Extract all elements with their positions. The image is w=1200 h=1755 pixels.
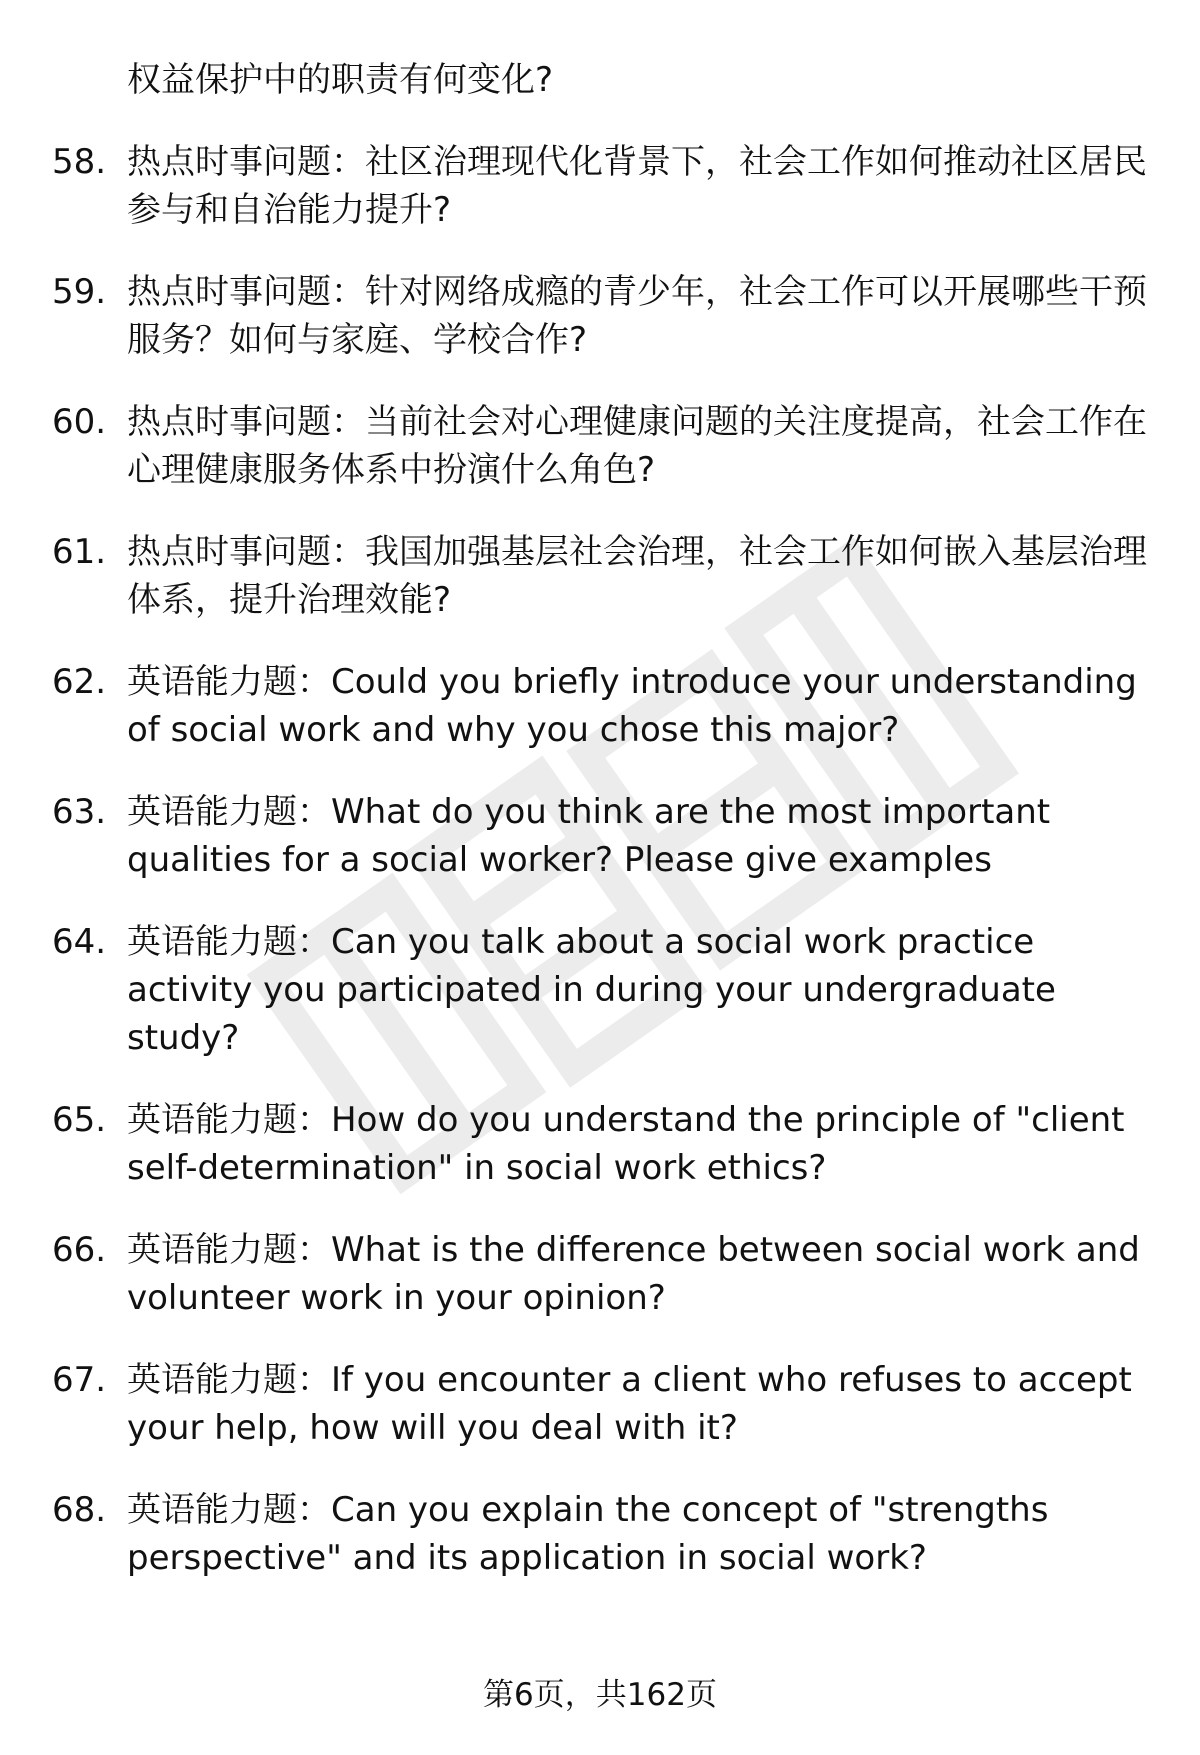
question-text: 英语能力题：Can you explain the concept of "strengths perspective" and its application in social work? (127, 1490, 1049, 1578)
question-number: 58. (52, 142, 107, 182)
question-text: 英语能力题：If you encounter a client who refuses to accept your help, how will you deal with it? (127, 1360, 1132, 1448)
question-text: 热点时事问题：针对网络成瘾的青少年，社会工作可以开展哪些干预服务？如何与家庭、学校合作? (127, 272, 1147, 360)
question-item (52, 138, 1162, 234)
question-list (52, 56, 1162, 1616)
question-text: 热点时事问题：社区治理现代化背景下，社会工作如何推动社区居民参与和自治能力提升? (127, 142, 1147, 230)
question-number: 59. (52, 272, 107, 312)
page-number-footer: 第6页，共162页 (483, 1677, 717, 1713)
question-text: 英语能力题：What is the difference between social work and volunteer work in your opinion? (127, 1230, 1140, 1318)
question-number: 65. (52, 1100, 107, 1140)
question-item (52, 788, 1162, 884)
question-item (52, 1096, 1162, 1192)
question-number: 63. (52, 792, 107, 832)
question-text: 英语能力题：Could you briefly introduce your understanding of social work and why you chose this major? (127, 662, 1137, 750)
question-number: 60. (52, 402, 107, 442)
question-number: 61. (52, 532, 107, 572)
question-text: 热点时事问题：我国加强基层社会治理，社会工作如何嵌入基层治理体系，提升治理效能? (127, 532, 1147, 620)
question-item (52, 658, 1162, 754)
question-text: 英语能力题：Can you talk about a social work practice activity you participated in during your undergraduate study? (127, 922, 1056, 1058)
question-text: 英语能力题：What do you think are the most important qualities for a social worker? Please give examples (127, 792, 1051, 880)
question-item (52, 1226, 1162, 1322)
question-item (52, 398, 1162, 494)
question-number: 67. (52, 1360, 107, 1400)
question-number: 66. (52, 1230, 107, 1270)
question-item (52, 918, 1162, 1062)
question-text: 英语能力题：How do you understand the principle of "client self-determination" in social work ethics? (127, 1100, 1125, 1188)
question-number: 64. (52, 922, 107, 962)
question-item (52, 528, 1162, 624)
question-number: 62. (52, 662, 107, 702)
question-item (52, 268, 1162, 364)
question-number: 68. (52, 1490, 107, 1530)
question-text: 热点时事问题：当前社会对心理健康问题的关注度提高，社会工作在心理健康服务体系中扮演什么角色? (127, 402, 1147, 490)
question-item (52, 1486, 1162, 1582)
continuation-text: 权益保护中的职责有何变化? (127, 60, 554, 100)
question-item (52, 1356, 1162, 1452)
